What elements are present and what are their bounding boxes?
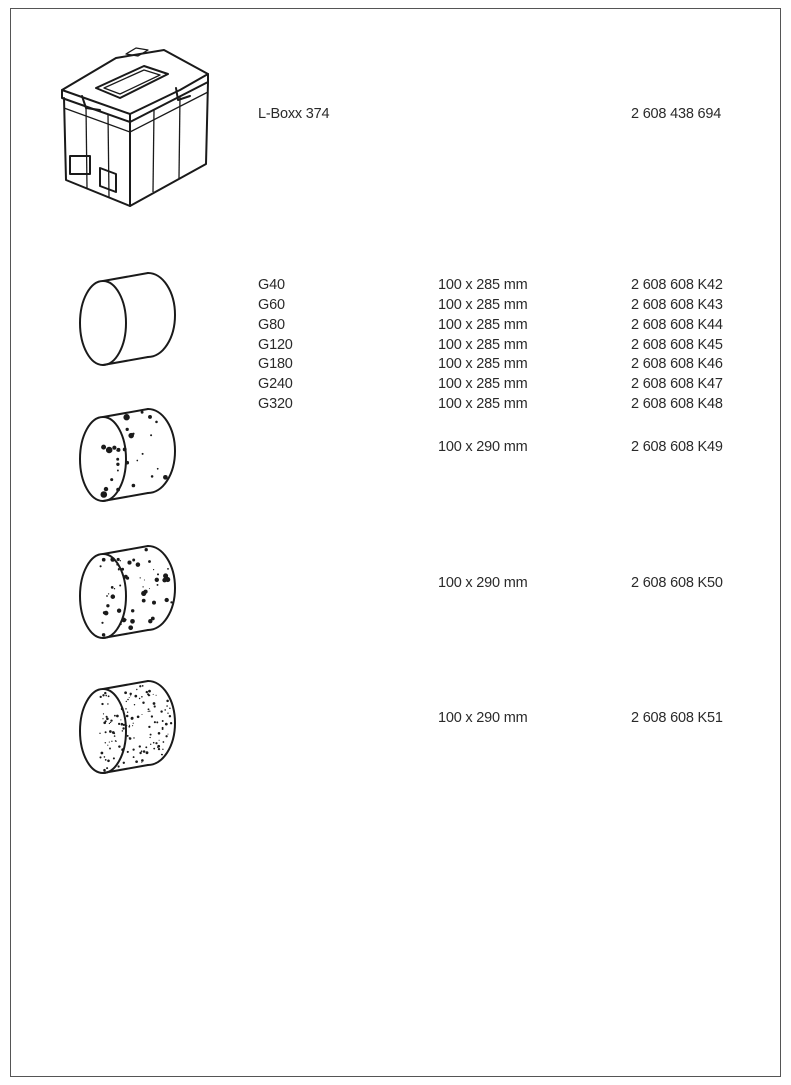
sleeve-size: 100 x 290 mm [438, 575, 528, 591]
sleeve-number: 2 608 608 K50 [631, 575, 723, 591]
belt-size: 100 x 285 mm [438, 337, 528, 353]
coarse-sleeve-icon [78, 408, 178, 503]
sleeve-size: 100 x 290 mm [438, 710, 528, 726]
belt-number: 2 608 608 K48 [631, 396, 723, 412]
grit-label: G240 [258, 376, 293, 392]
sleeve-size: 100 x 290 mm [438, 439, 528, 455]
l-boxx-icon [56, 44, 216, 209]
sleeve-number: 2 608 608 K51 [631, 710, 723, 726]
grit-label: G180 [258, 356, 293, 372]
grit-label: G120 [258, 337, 293, 353]
l-boxx-number: 2 608 438 694 [631, 106, 722, 122]
belt-size: 100 x 285 mm [438, 297, 528, 313]
belt-number: 2 608 608 K45 [631, 337, 723, 353]
fine-sleeve-icon [78, 680, 178, 775]
sanding-belt-icon [78, 272, 178, 367]
grit-label: G60 [258, 297, 285, 313]
belt-size: 100 x 285 mm [438, 356, 528, 372]
grit-label: G320 [258, 396, 293, 412]
belt-number: 2 608 608 K43 [631, 297, 723, 313]
grit-label: G80 [258, 317, 285, 333]
belt-number: 2 608 608 K46 [631, 356, 723, 372]
belt-size: 100 x 285 mm [438, 376, 528, 392]
belt-number: 2 608 608 K42 [631, 277, 723, 293]
belt-size: 100 x 285 mm [438, 396, 528, 412]
belt-size: 100 x 285 mm [438, 277, 528, 293]
belt-number: 2 608 608 K44 [631, 317, 723, 333]
belt-number: 2 608 608 K47 [631, 376, 723, 392]
sleeve-number: 2 608 608 K49 [631, 439, 723, 455]
l-boxx-name: L-Boxx 374 [258, 106, 330, 122]
belt-size: 100 x 285 mm [438, 317, 528, 333]
medium-sleeve-icon [78, 545, 178, 640]
grit-label: G40 [258, 277, 285, 293]
